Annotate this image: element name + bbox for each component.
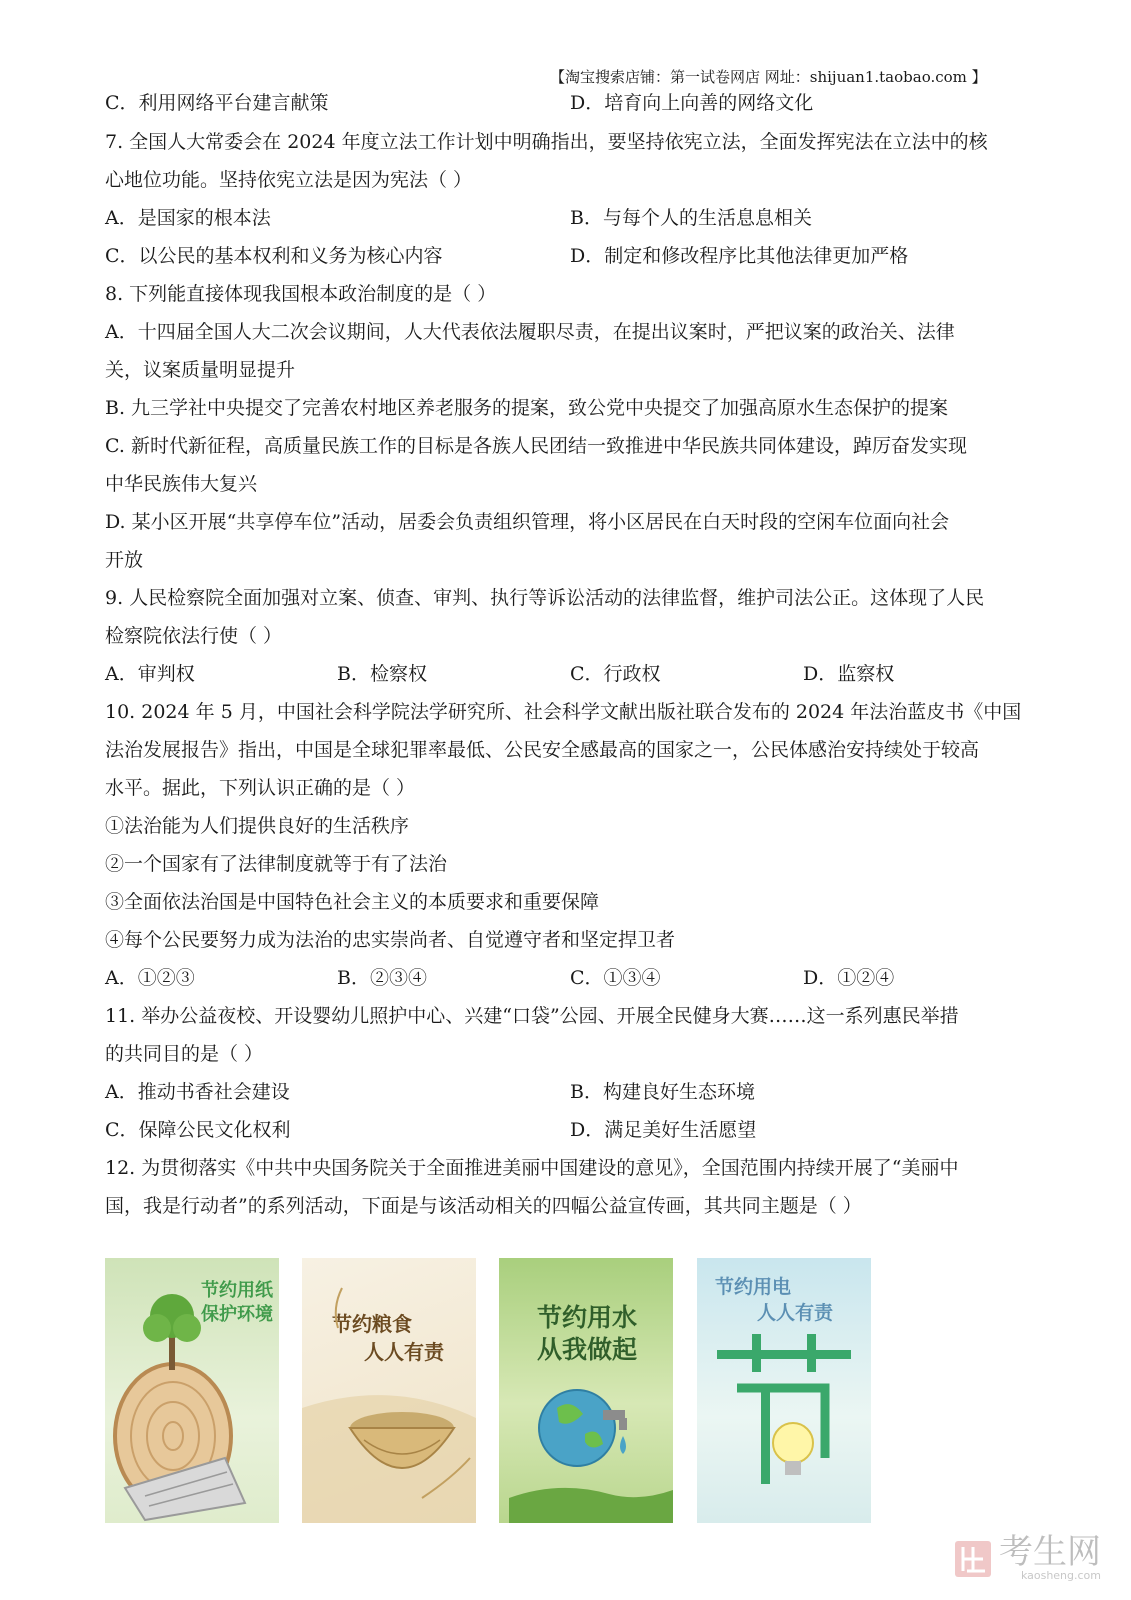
poster-save-water [499, 1258, 673, 1523]
kaosheng-watermark [953, 1532, 1101, 1582]
poster-save-paper [105, 1258, 279, 1523]
q7-stem-line1: 7. 全国人大常委会在 2024 年度立法工作计划中明确指出，要坚持依宪立法，全面发挥宪法在立法中的核 [105, 131, 988, 153]
q7-option-a: A．是国家的根本法 [105, 207, 271, 229]
q12-stem-line1: 12. 为贯彻落实《中共中央国务院关于全面推进美丽中国建设的意见》，全国范围内持续开展了“美丽中 [105, 1157, 959, 1179]
q11-option-d: D．满足美好生活愿望 [570, 1119, 757, 1141]
q8-option-d-line2: 开放 [105, 549, 144, 571]
q7-option-b: B．与每个人的生活息息相关 [570, 207, 812, 229]
q6-option-c: C．利用网络平台建言献策 [105, 92, 329, 114]
rice-bowl-illustration [302, 1258, 476, 1523]
q11-option-c: C．保障公民文化权利 [105, 1119, 291, 1141]
q11-stem-line1: 11. 举办公益夜校、开设婴幼儿照护中心、兴建“口袋”公园、开展全民健身大赛……这一系列惠民举措 [105, 1005, 959, 1027]
q10-option-d: D．①②④ [803, 967, 895, 989]
q10-stem-line3: 水平。据此，下列认识正确的是（ ） [105, 777, 416, 799]
q11-option-a: A．推动书香社会建设 [105, 1081, 290, 1103]
q8-stem: 8. 下列能直接体现我国根本政治制度的是（ ） [105, 283, 497, 305]
poster-2-line1: 节约粮食 [332, 1312, 412, 1336]
q10-item-4: ④每个公民要努力成为法治的忠实崇尚者、自觉遵守者和坚定捍卫者 [105, 929, 676, 951]
q11-stem-line2: 的共同目的是（ ） [105, 1043, 264, 1065]
watermark-brand: 考生网 [999, 1532, 1101, 1572]
q8-option-a-line1: A．十四届全国人大二次会议期间，人大代表依法履职尽责，在提出议案时，严把议案的政治关、法律 [105, 321, 955, 343]
q12-stem-line2: 国，我是行动者”的系列活动，下面是与该活动相关的四幅公益宣传画，其共同主题是（ ） [105, 1195, 862, 1217]
poster-1-line1: 节约用纸 [201, 1280, 273, 1301]
q7-stem-line2: 心地位功能。坚持依宪立法是因为宪法（ ） [105, 169, 473, 191]
poster-4-line1: 节约用电 [715, 1276, 792, 1298]
q10-option-b: B．②③④ [337, 967, 427, 989]
poster-3-line2: 从我做起 [537, 1335, 638, 1364]
q8-option-c-line1: C. 新时代新征程，高质量民族工作的目标是各族人民团结一致推进中华民族共同体建设，踔厉奋发实现 [105, 435, 967, 457]
q9-option-c: C．行政权 [570, 663, 661, 685]
q11-option-b: B．构建良好生态环境 [570, 1081, 755, 1103]
q9-option-d: D．监察权 [803, 663, 895, 685]
q9-option-a: A．审判权 [105, 663, 195, 685]
q7-option-d: D．制定和修改程序比其他法律更加严格 [570, 245, 909, 267]
jie-character-lightbulb-illustration [697, 1258, 871, 1523]
globe-faucet-illustration [499, 1258, 673, 1523]
q8-option-b: B. 九三学社中央提交了完善农村地区养老服务的提案，致公党中央提交了加强高原水生态保护的提案 [105, 397, 949, 419]
q9-stem-line2: 检察院依法行使（ ） [105, 625, 283, 647]
poster-3-line1: 节约用水 [537, 1303, 638, 1332]
q7-option-c: C．以公民的基本权利和义务为核心内容 [105, 245, 443, 267]
poster-save-grain [302, 1258, 476, 1523]
poster-2-line2: 人人有责 [364, 1340, 444, 1364]
q10-stem-line2: 法治发展报告》指出，中国是全球犯罪率最低、公民安全感最高的国家之一，公民体感治安持续处于较高 [105, 739, 980, 761]
q9-option-b: B．检察权 [337, 663, 427, 685]
q10-item-3: ③全面依法治国是中国特色社会主义的本质要求和重要保障 [105, 891, 600, 913]
watermark-site: kaosheng.com [1020, 1569, 1101, 1582]
q10-stem-line1: 10. 2024 年 5 月，中国社会科学院法学研究所、社会科学文献出版社联合发布的 2024 年法治蓝皮书《中国 [105, 701, 1022, 723]
shop-header: 【淘宝搜索店铺：第一试卷网店 网址：shijuan1.taobao.com 】 [550, 68, 987, 86]
tree-stump-illustration [105, 1258, 279, 1523]
q8-option-a-line2: 关，议案质量明显提升 [105, 359, 296, 381]
q9-stem-line1: 9. 人民检察院全面加强对立案、侦查、审判、执行等诉讼活动的法律监督，维护司法公正。这体现了人民 [105, 587, 985, 609]
poster-4-line2: 人人有责 [757, 1302, 834, 1324]
q10-item-1: ①法治能为人们提供良好的生活秩序 [105, 815, 410, 837]
poster-1-line2: 保护环境 [201, 1304, 273, 1325]
q10-option-a: A．①②③ [105, 967, 195, 989]
q8-option-d-line1: D. 某小区开展“共享停车位”活动，居委会负责组织管理，将小区居民在白天时段的空闲车位面向社会 [105, 511, 950, 533]
kaosheng-logo-icon [953, 1539, 993, 1579]
q10-item-2: ②一个国家有了法律制度就等于有了法治 [105, 853, 448, 875]
q8-option-c-line2: 中华民族伟大复兴 [105, 473, 258, 495]
poster-save-electricity [697, 1258, 871, 1523]
q10-option-c: C．①③④ [570, 967, 661, 989]
q6-option-d: D．培育向上向善的网络文化 [570, 92, 814, 114]
